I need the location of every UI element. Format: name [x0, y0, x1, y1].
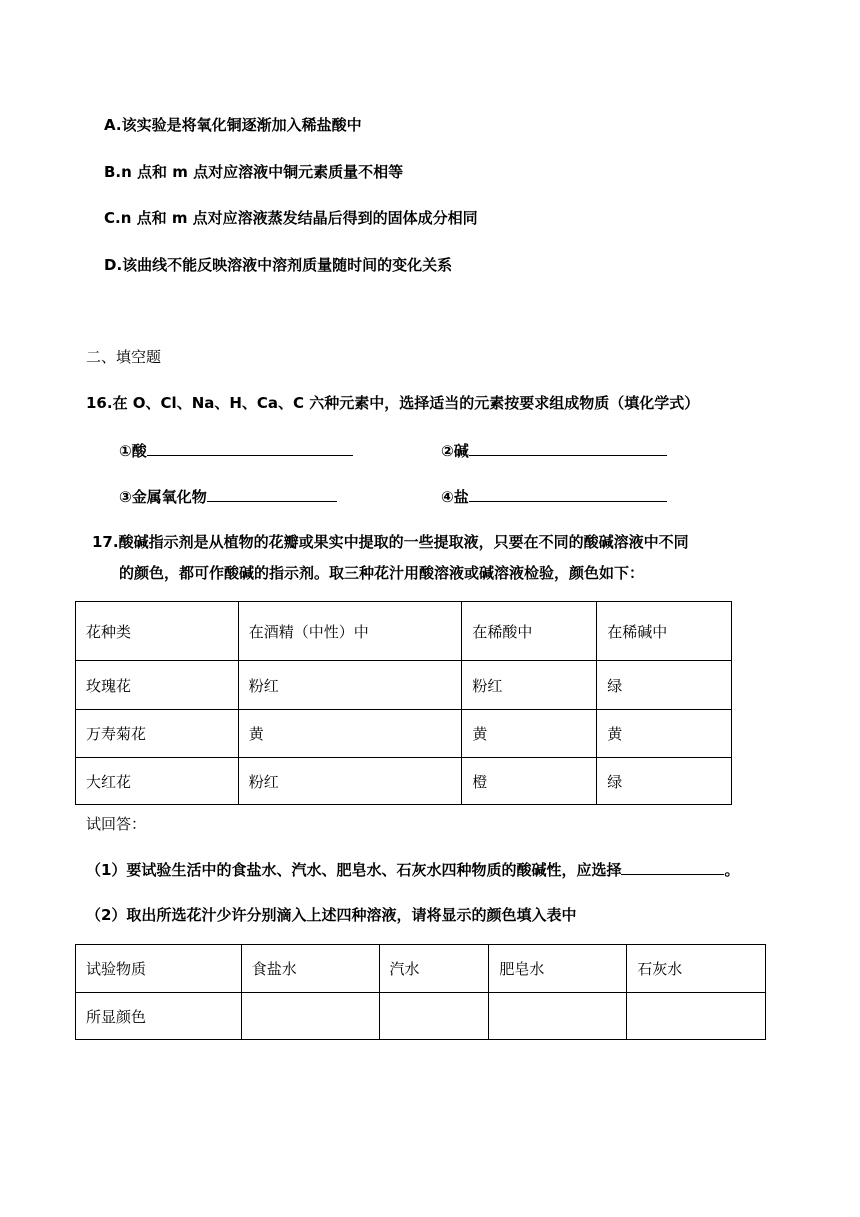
table-cell: 万寿菊花 [76, 710, 239, 758]
table-header-cell: 汽水 [379, 945, 489, 993]
table-header-cell: 在稀碱中 [597, 602, 732, 661]
question-17-stem-line2: 的颜色，都可作酸碱的指示剂。取三种花汁用酸溶液或碱溶液检验，颜色如下： [119, 564, 645, 582]
q16-item-salt-label: ④盐 [441, 488, 469, 506]
table-cell: 绿 [597, 758, 732, 805]
q17-sub1-blank[interactable] [621, 858, 724, 875]
q16-item-base-label: ②碱 [441, 442, 469, 460]
table-row [76, 758, 732, 805]
q17-sub1-end: 。 [724, 861, 740, 879]
table-cell: 粉红 [462, 661, 597, 710]
option-a: A.该实验是将氧化铜逐渐加入稀盐酸中 [104, 116, 362, 134]
table-cell: 黄 [597, 710, 732, 758]
table-header-row [76, 945, 766, 993]
q16-item-oxide-label: ③金属氧化物 [119, 488, 207, 506]
table-cell: 黄 [462, 710, 597, 758]
answer-cell[interactable] [379, 993, 489, 1040]
q16-oxide-blank[interactable] [207, 485, 337, 502]
q16-acid-blank[interactable] [147, 439, 353, 456]
flower-indicator-table [75, 601, 732, 805]
table-row [76, 661, 732, 710]
question-16-stem: 16.在 O、Cl、Na、H、Ca、C 六种元素中，选择适当的元素按要求组成物质（填化学式） [86, 394, 700, 412]
table-cell: 玫瑰花 [76, 661, 239, 710]
table-header-cell: 石灰水 [627, 945, 766, 993]
answer-cell[interactable] [489, 993, 627, 1040]
q17-sub1-text: （1）要试验生活中的食盐水、汽水、肥皂水、石灰水四种物质的酸碱性，应选择 [86, 861, 622, 879]
table-cell: 黄 [238, 710, 462, 758]
option-d: D.该曲线不能反映溶液中溶剂质量随时间的变化关系 [104, 256, 453, 274]
option-c: C.n 点和 m 点对应溶液蒸发结晶后得到的固体成分相同 [104, 209, 478, 227]
table-header-cell: 在稀酸中 [462, 602, 597, 661]
table-cell: 粉红 [238, 758, 462, 805]
q16-salt-blank[interactable] [469, 485, 667, 502]
q16-item-acid [119, 439, 353, 461]
table-header-cell: 试验物质 [76, 945, 242, 993]
q16-item-base [441, 439, 667, 461]
answer-intro: 试回答： [86, 815, 147, 833]
q16-item-acid-label: ①酸 [119, 442, 147, 460]
color-result-table [75, 944, 766, 1040]
table-header-cell: 肥皂水 [489, 945, 627, 993]
q17-sub1 [86, 858, 739, 880]
table-cell: 粉红 [238, 661, 462, 710]
q16-base-blank[interactable] [469, 439, 667, 456]
table-cell: 橙 [462, 758, 597, 805]
table-header-cell: 花种类 [76, 602, 239, 661]
q17-sub2: （2）取出所选花汁少许分别滴入上述四种溶液，请将显示的颜色填入表中 [86, 906, 577, 924]
table-header-cell: 食盐水 [241, 945, 379, 993]
answer-cell[interactable] [241, 993, 379, 1040]
q16-item-salt [441, 485, 667, 507]
table-row [76, 993, 766, 1040]
q16-item-oxide [119, 485, 337, 507]
table-cell: 大红花 [76, 758, 239, 805]
answer-cell[interactable] [627, 993, 766, 1040]
table-header-row [76, 602, 732, 661]
table-cell: 绿 [597, 661, 732, 710]
option-b: B.n 点和 m 点对应溶液中铜元素质量不相等 [104, 163, 404, 181]
table-header-cell: 在酒精（中性）中 [238, 602, 462, 661]
table-row [76, 710, 732, 758]
table-cell: 所显颜色 [76, 993, 242, 1040]
question-17-stem-line1: 17.酸碱指示剂是从植物的花瓣或果实中提取的一些提取液，只要在不同的酸碱溶液中不同 [92, 533, 689, 551]
section-title: 二、填空题 [86, 348, 162, 366]
